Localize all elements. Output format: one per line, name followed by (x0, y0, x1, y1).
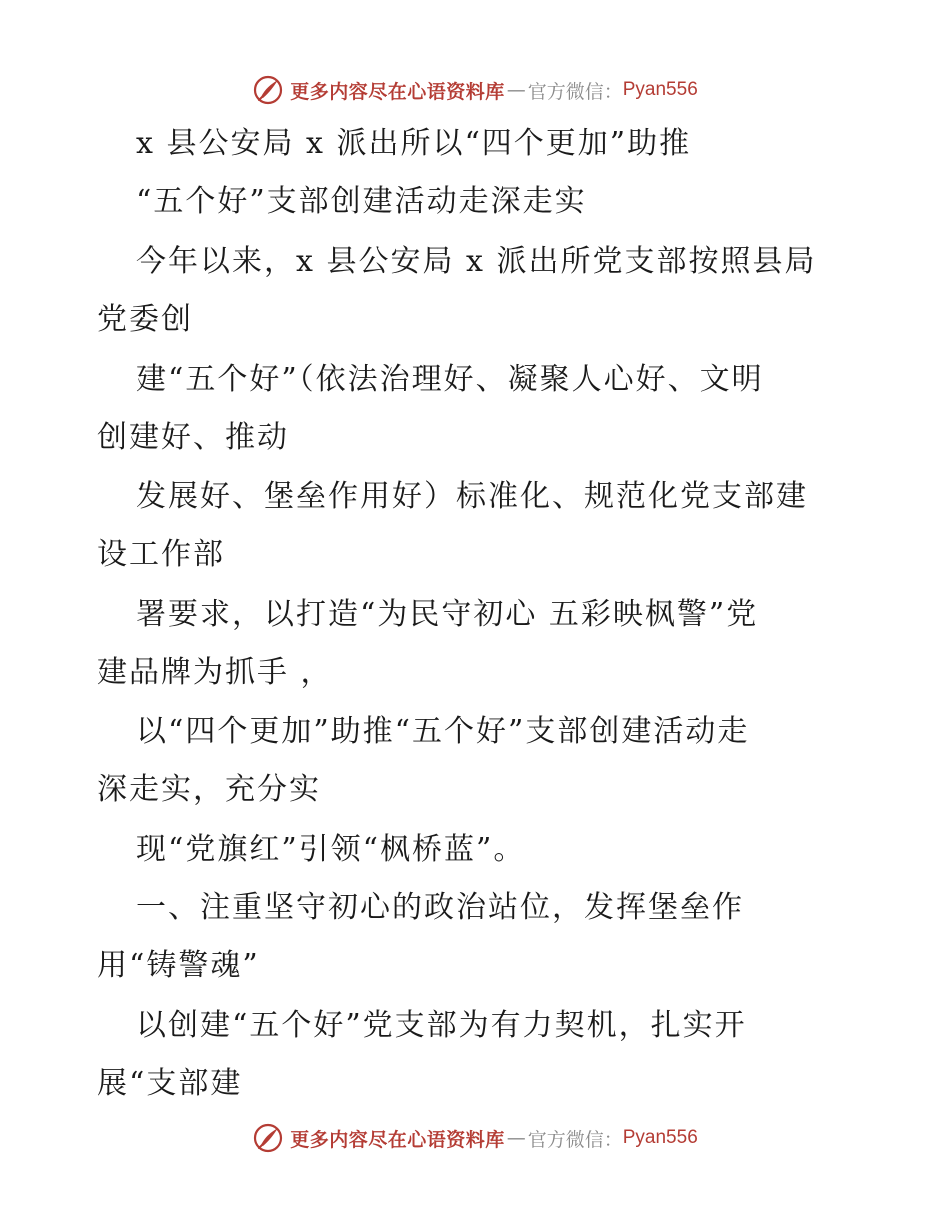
watermark-brand-text: 更多内容尽在心语资料库 (290, 1128, 505, 1151)
body-line: 展“支部建 (97, 1066, 243, 1101)
body-line: 现“党旗红”引领“枫桥蓝”。 (136, 832, 526, 867)
feather-pen-logo-icon (252, 74, 284, 106)
watermark-contact-id: Pyan556 (622, 79, 698, 100)
body-line: 设工作部 (97, 537, 225, 572)
watermark-contact-label: 官方微信： (527, 1128, 623, 1151)
watermark-contact-id: Pyan556 (622, 1127, 698, 1148)
body-line: 以“四个更加”助推“五个好”支部创建活动走 (136, 714, 750, 749)
watermark-brand-text: 更多内容尽在心语资料库 (290, 80, 505, 103)
watermark-header (0, 70, 950, 110)
document-title-line-2: “五个好”支部创建活动走深走实 (136, 184, 587, 219)
watermark-contact-label: 官方微信： (527, 80, 623, 103)
body-line: 发展好、堡垒作用好）标准化、规范化党支部建 (136, 479, 808, 514)
body-line: 署要求，以打造“为民守初心 五彩映枫警”党 (136, 597, 759, 632)
watermark-separator: — (506, 1127, 526, 1149)
section-heading: 一、注重坚守初心的政治站位，发挥堡垒作 (136, 890, 744, 925)
section-heading: 用“铸警魂” (97, 948, 260, 983)
body-line: 建品牌为抓手 ， (97, 655, 333, 690)
body-line: 创建好、推动 (97, 420, 289, 455)
document-title-line-1: x 县公安局 x 派出所以“四个更加”助推 (136, 126, 692, 161)
body-line: 今年以来，x 县公安局 x 派出所党支部按照县局 (136, 244, 817, 279)
feather-pen-logo-icon (252, 1122, 284, 1154)
body-line: 深走实，充分实 (97, 772, 321, 807)
watermark-footer (0, 1118, 950, 1158)
body-line: 党委创 (97, 302, 193, 337)
watermark-separator: — (506, 79, 526, 101)
body-line: 建“五个好”（依法治理好、凝聚人心好、文明 (136, 362, 764, 397)
body-line: 以创建“五个好”党支部为有力契机，扎实开 (136, 1008, 747, 1043)
